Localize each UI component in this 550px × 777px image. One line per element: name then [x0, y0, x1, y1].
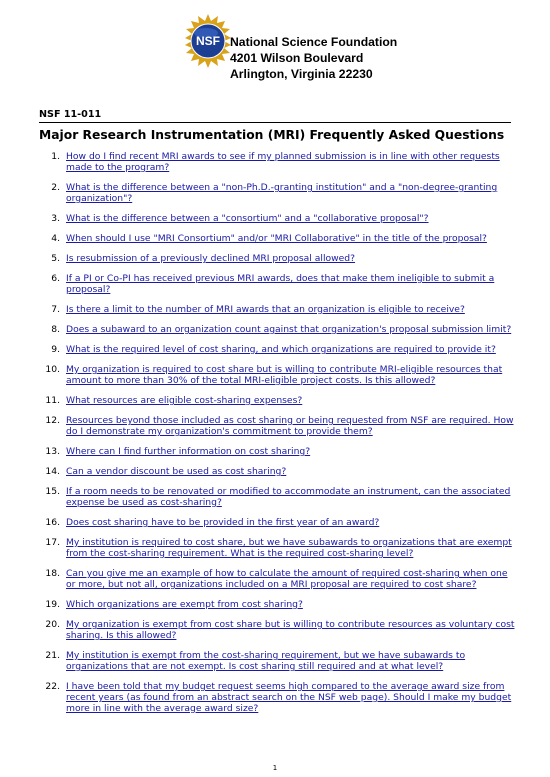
faq-item: [0, 182, 550, 204]
faq-question-link[interactable]: Does cost sharing have to be provided in the first year of an award?: [66, 517, 380, 528]
faq-item-number: 22.: [45, 681, 60, 692]
faq-item-number: 1.: [51, 151, 60, 162]
faq-item: [0, 466, 550, 477]
faq-item-number: 10.: [45, 364, 60, 375]
faq-question-link[interactable]: Can a vendor discount be used as cost sharing?: [66, 466, 287, 477]
faq-question-link[interactable]: If a room needs to be renovated or modified to accommodate an instrument, can the associated expense be used as cost-sharing?: [66, 486, 511, 508]
faq-item-number: 7.: [51, 304, 60, 315]
faq-item: [0, 568, 550, 590]
agency-address: [230, 34, 397, 82]
faq-question-link[interactable]: Can you give me an example of how to calculate the amount of required cost-sharing when one or more, but not all, organizations included on a MRI proposal are required to cost share?: [66, 568, 508, 590]
faq-item-number: 9.: [51, 344, 60, 355]
faq-item: [0, 395, 550, 406]
faq-item-number: 5.: [51, 253, 60, 264]
faq-question-link[interactable]: How do I find recent MRI awards to see if my planned submission is in line with other requests made to the program?: [66, 151, 500, 173]
faq-question-link[interactable]: If a PI or Co-PI has received previous MRI awards, does that make them ineligible to submit a proposal?: [66, 273, 495, 295]
faq-item: [0, 446, 550, 457]
faq-question-link[interactable]: Is there a limit to the number of MRI awards that an organization is eligible to receive?: [66, 304, 465, 315]
faq-item: [0, 537, 550, 559]
faq-question-link[interactable]: My institution is required to cost share, but we have subawards to organizations that are exempt from the cost-sharing requirement. What is the required cost-sharing level?: [66, 537, 512, 559]
logo-text: NSF: [196, 34, 220, 48]
faq-question-link[interactable]: Resources beyond those included as cost sharing or being requested from NSF are required. How do I demonstrate my organization's commitment to provide them?: [66, 415, 514, 437]
faq-item-number: 2.: [51, 182, 60, 193]
address-line: National Science Foundation: [230, 35, 398, 49]
faq-item: [0, 681, 550, 714]
faq-question-link[interactable]: My institution is exempt from the cost-sharing requirement, but we have subawards to organizations that are not exempt. Is cost sharing still required and at what level?: [66, 650, 466, 672]
faq-item-number: 12.: [45, 415, 60, 426]
faq-item-number: 21.: [45, 650, 60, 661]
faq-item: [0, 213, 550, 224]
divider: [39, 122, 511, 123]
faq-item: [0, 517, 550, 528]
faq-item-number: 15.: [45, 486, 60, 497]
faq-item-number: 4.: [51, 233, 60, 244]
faq-item: [0, 650, 550, 672]
faq-item: [0, 304, 550, 315]
faq-question-link[interactable]: What is the difference between a "non-Ph.D.-granting institution" and a "non-degree-granting organization"?: [66, 182, 498, 204]
faq-item-number: 8.: [51, 324, 60, 335]
address-line: 4201 Wilson Boulevard: [230, 51, 364, 65]
nsf-logo: [183, 13, 233, 69]
faq-item: [0, 364, 550, 386]
faq-item: [0, 253, 550, 264]
faq-list: [0, 151, 550, 723]
faq-item: [0, 344, 550, 355]
faq-item: [0, 619, 550, 641]
address-line: Arlington, Virginia 22230: [230, 67, 373, 81]
faq-item: [0, 486, 550, 508]
faq-item-number: 6.: [51, 273, 60, 284]
faq-item: [0, 233, 550, 244]
faq-item-number: 11.: [45, 395, 60, 406]
faq-item: [0, 324, 550, 335]
faq-item-number: 20.: [45, 619, 60, 630]
faq-item-number: 14.: [45, 466, 60, 477]
faq-question-link[interactable]: Which organizations are exempt from cost sharing?: [66, 599, 303, 610]
faq-question-link[interactable]: Is resubmission of a previously declined MRI proposal allowed?: [66, 253, 356, 264]
page-number: 1: [272, 764, 278, 772]
faq-question-link[interactable]: My organization is exempt from cost share but is willing to contribute resources as voluntary cost sharing. Is this allowed?: [66, 619, 515, 641]
faq-question-link[interactable]: What is the required level of cost sharing, and which organizations are required to provide it?: [66, 344, 496, 355]
page-title: Major Research Instrumentation (MRI) Frequently Asked Questions: [39, 128, 505, 142]
faq-item: [0, 415, 550, 437]
faq-item-number: 13.: [45, 446, 60, 457]
document-number: NSF 11-011: [39, 109, 102, 120]
faq-item: [0, 599, 550, 610]
faq-item-number: 16.: [45, 517, 60, 528]
faq-item-number: 3.: [51, 213, 60, 224]
faq-item: [0, 151, 550, 173]
faq-question-link[interactable]: Does a subaward to an organization count against that organization's proposal submission limit?: [66, 324, 512, 335]
faq-question-link[interactable]: I have been told that my budget request seems high compared to the average award size from recent years (as found from an abstract search on the NSF web page). Should I make my budget more in line with the average award size?: [66, 681, 512, 714]
faq-question-link[interactable]: Where can I find further information on cost sharing?: [66, 446, 311, 457]
faq-question-link[interactable]: My organization is required to cost share but is willing to contribute MRI-eligible resources that amount to more than 30% of the total MRI-eligible project costs. Is this allowed?: [66, 364, 503, 386]
faq-item-number: 17.: [45, 537, 60, 548]
faq-question-link[interactable]: What resources are eligible cost-sharing expenses?: [66, 395, 303, 406]
faq-item-number: 19.: [45, 599, 60, 610]
faq-item-number: 18.: [45, 568, 60, 579]
faq-item: [0, 273, 550, 295]
faq-question-link[interactable]: When should I use "MRI Consortium" and/or "MRI Collaborative" in the title of the proposal?: [66, 233, 487, 244]
faq-question-link[interactable]: What is the difference between a "consortium" and a "collaborative proposal"?: [66, 213, 429, 224]
